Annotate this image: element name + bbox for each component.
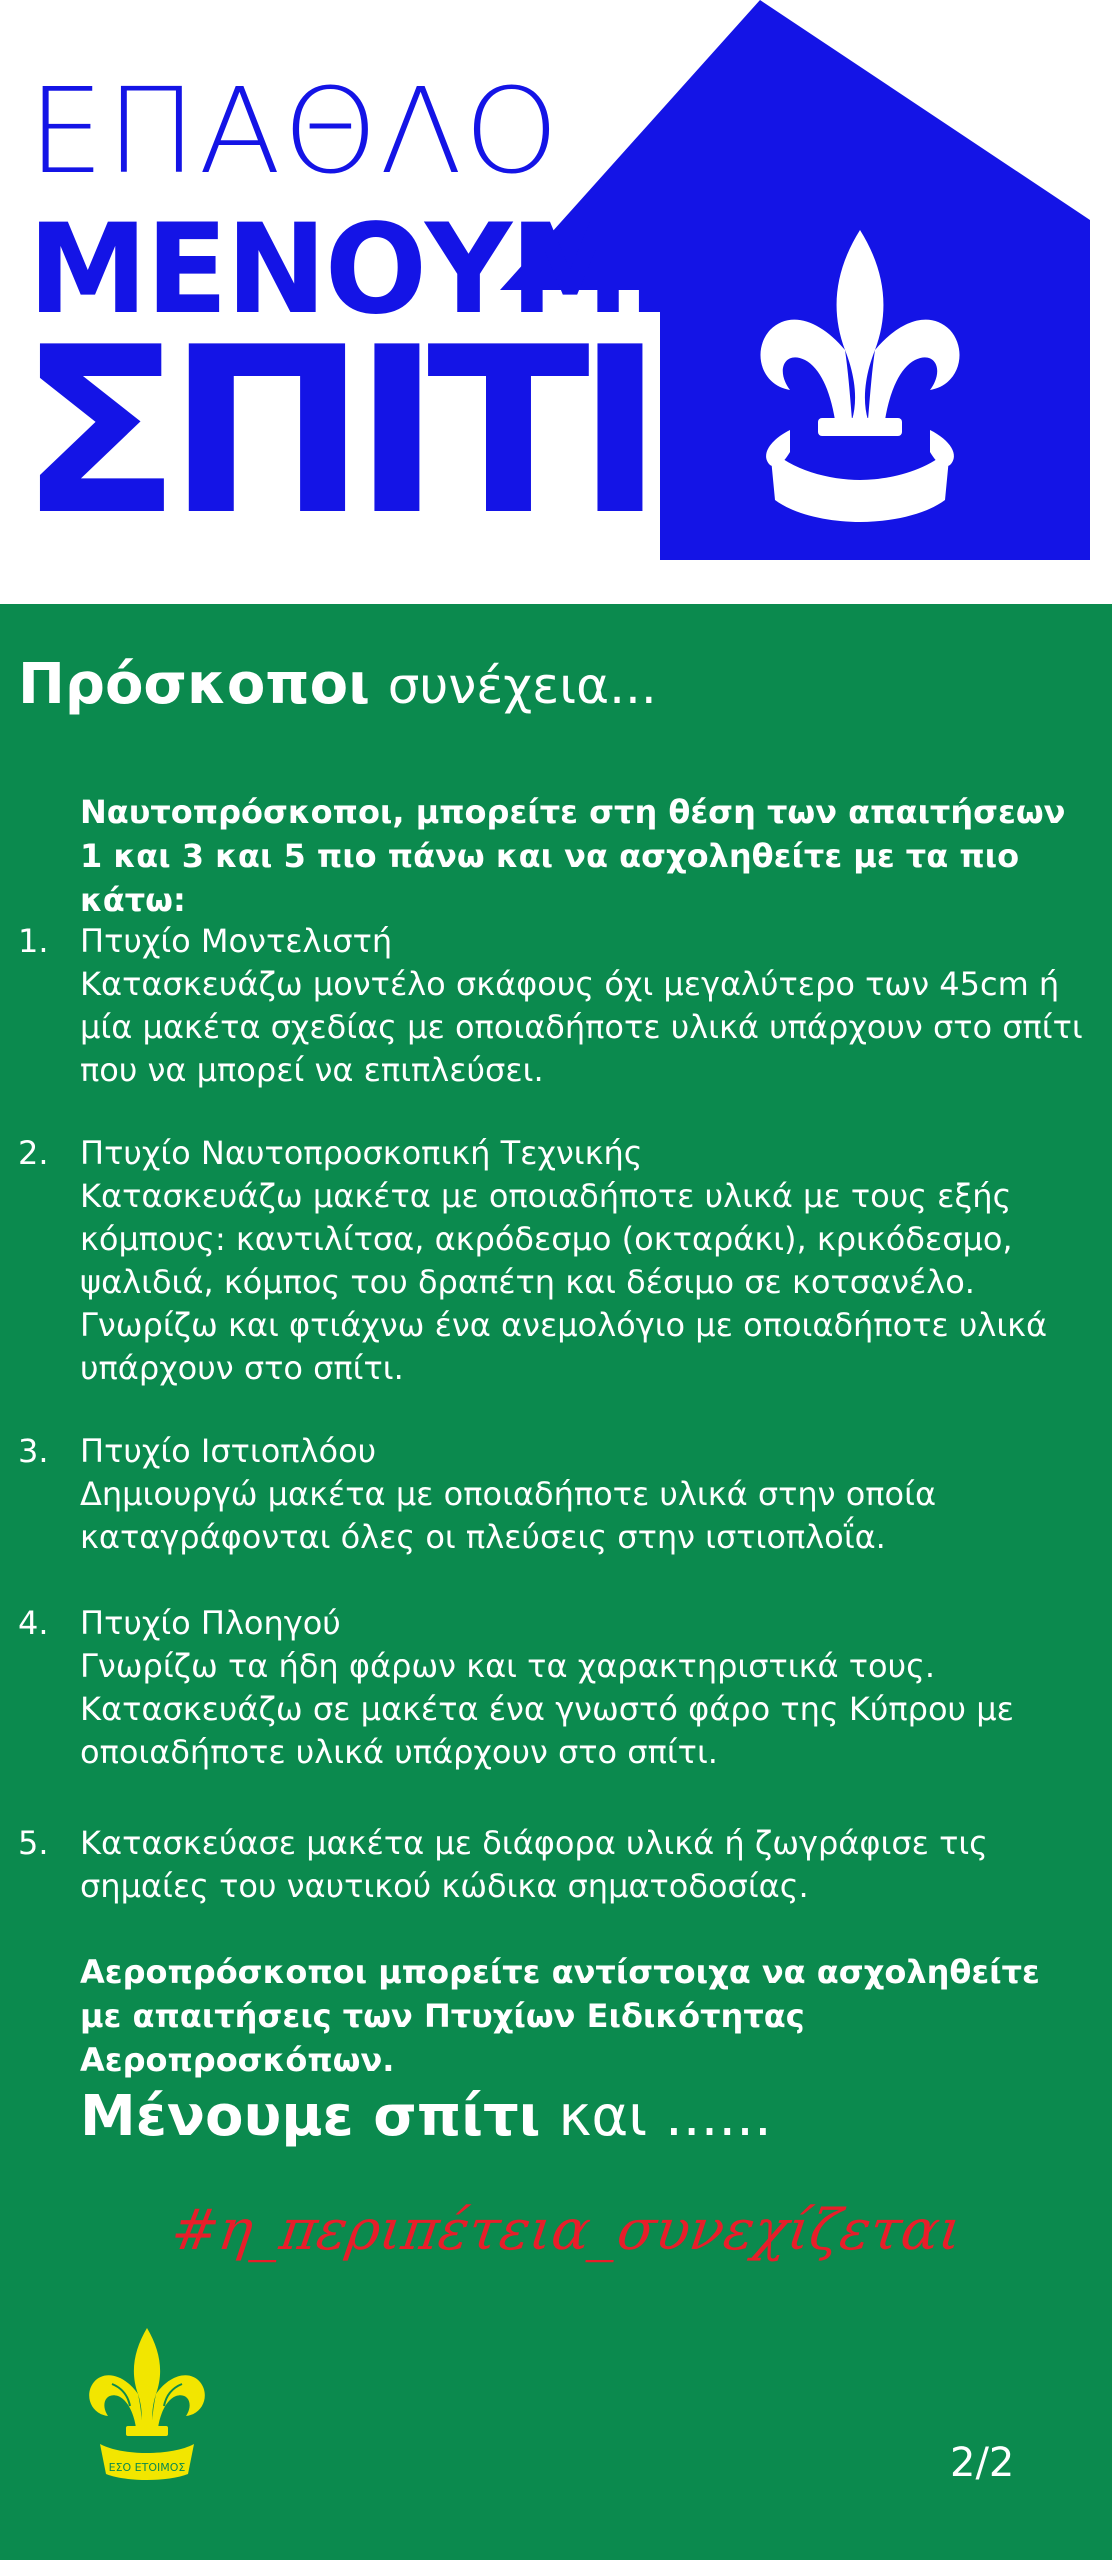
section-title [18,652,657,717]
header-title-menoume: ΜΕΝΟΥΜΕ [28,198,709,342]
header-title-spiti: ΣΠΙΤΙ [18,299,650,566]
list-item-number: 2. [18,1134,49,1172]
list-item-number: 5. [18,1824,49,1862]
list-item-text: Γνωρίζω τα ήδη φάρων και τα χαρακτηριστικά τους. Κατασκευάζω σε μακέτα ένα γνωστό φάρο της Κύπρου με οποιαδήποτε υλικά υπάρχουν στο σπίτι. [80,1647,1014,1771]
page-number: 2/2 [950,2440,1015,2486]
intro-text: Ναυτοπρόσκοποι, μπορείτε στη θέση των απαιτήσεων 1 και 3 και 5 πιο πάνω και να ασχοληθείτε με τα πιο κάτω: [80,793,1066,919]
section-title-bold: Πρόσκοποι [18,652,370,717]
list-item-number: 1. [18,922,49,960]
list-item-text: Κατασκευάζω μακέτα με οποιαδήποτε υλικά με τους εξής κόμπους: καντιλίτσα, ακρόδεσμο (οκταράκι), κρικόδεσμο, ψαλιδιά, κόμπος του δραπέτη και δέσιμο σε κοτσανέλο. Γνωρίζω και φτιάχνω ένα ανεμολόγιο με οποιαδήποτε υλικά υπάρχουν στο σπίτι. [80,1177,1048,1387]
list-item-title: Πτυχίο Μοντελιστή [80,922,393,960]
closing-line [80,2084,772,2149]
header-banner [0,0,1112,604]
emblem-motto: ΕΣΟ ΕΤΟΙΜΟΣ [108,2461,186,2474]
list-item-title: Πτυχίο Ιστιοπλόου [80,1432,377,1470]
list-item-text: Κατασκεύασε μακέτα με διάφορα υλικά ή ζωγράφισε τις σημαίες του ναυτικού κώδικα σηματοδοσίας. [80,1824,988,1905]
list-item-title: Πτυχίο Ναυτοπροσκοπική Τεχνικής [80,1134,643,1172]
scout-fleur-de-lis-emblem-icon [82,2324,212,2484]
list-item-number: 4. [18,1604,49,1642]
hashtag: #η_περιπέτεια_συνεχίζεται [167,2198,966,2263]
list-item-number: 3. [18,1432,49,1470]
header-title-epathlo: ΕΠΑΘΛΟ [28,62,561,200]
closing-rest: και ...... [558,2084,772,2149]
closing-bold: Μένουμε σπίτι [80,2084,541,2149]
list-item-title: Πτυχίο Πλοηγού [80,1604,341,1642]
list-item-text: Δημιουργώ μακέτα με οποιαδήποτε υλικά στην οποία καταγράφονται όλες οι πλεύσεις στην ιστιοπλοΐα. [80,1475,937,1556]
list-item-text: Κατασκευάζω μοντέλο σκάφους όχι μεγαλύτερο των 45cm ή μία μακέτα σχεδίας με οποιαδήποτε υλικά υπάρχουν στο σπίτι που να μπορεί να επιπλεύσει. [80,965,1083,1089]
air-scouts-note: Αεροπρόσκοποι μπορείτε αντίστοιχα να ασχοληθείτε με απαιτήσεις των Πτυχίων Ειδικότητας Αεροπροσκόπων. [80,1953,1040,2079]
section-title-light: συνέχεια... [387,657,657,715]
content-panel [0,604,1112,2560]
